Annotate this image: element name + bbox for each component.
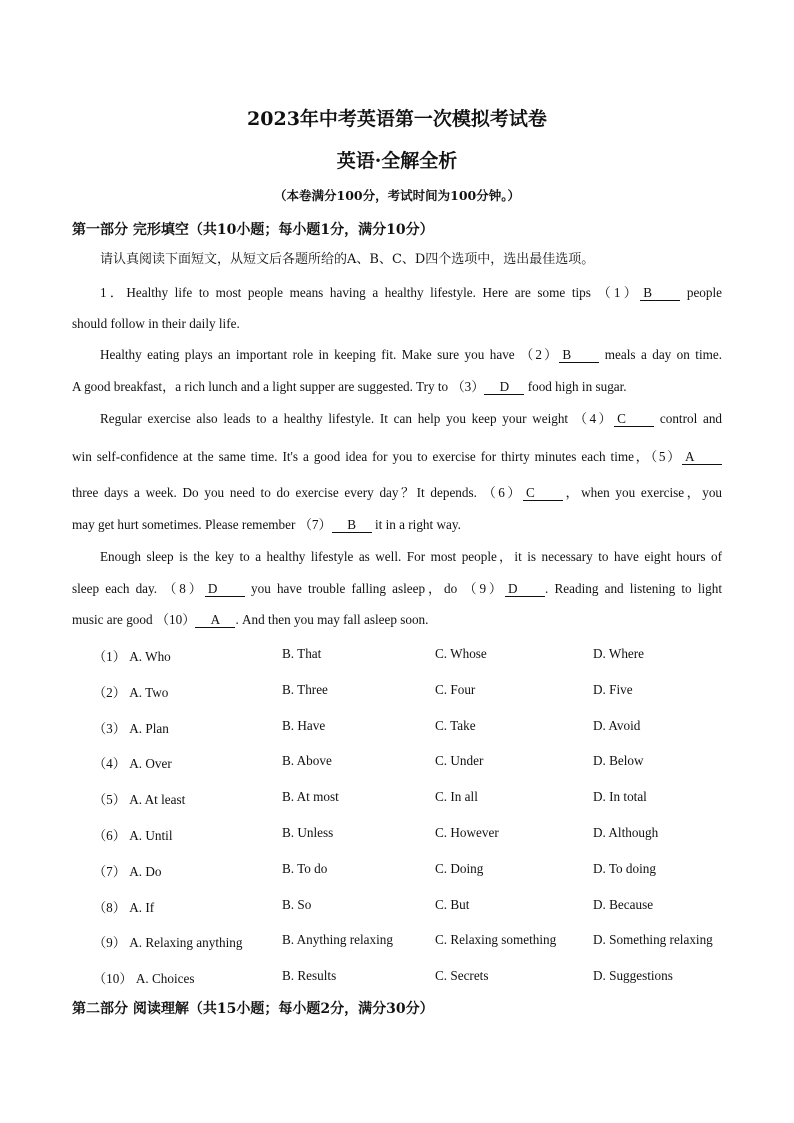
option-row: （4） A. Over B. Above C. Under D. Below xyxy=(93,753,644,771)
passage-line: win self-confidence at the same time. It's a good idea for you to exercise for thirty minutes each time，（5） A xyxy=(72,449,722,465)
answer-blank-1: B xyxy=(640,286,680,301)
part1-instruction: 请认真阅读下面短文，从短文后各题所给的A、B、C、D四个选项中，选出最佳选项。 xyxy=(100,252,595,267)
exam-subtitle: 英语·全解全析 xyxy=(336,150,458,172)
answer-blank-8: D xyxy=(205,582,245,597)
answer-blank-9: D xyxy=(505,582,545,597)
option-row: （10） A. Choices B. Results C. Secrets D. Suggestions xyxy=(93,968,673,986)
answer-blank-7: B xyxy=(332,518,372,533)
passage-line: Regular exercise also leads to a healthy lifestyle. It can help you keep your weight （4） C control and xyxy=(100,411,723,426)
exam-note: （本卷满分100分，考试时间为100分钟。） xyxy=(274,188,520,203)
passage-line: A good breakfast，a rich lunch and a light supper are suggested. Try to （3） D food high in sugar. xyxy=(72,379,627,394)
option-row: （5） A. At least B. At most C. In all D. In total xyxy=(93,789,647,807)
passage-line: 1．Healthy life to most people means having a healthy lifestyle. Here are some tips （1） B people xyxy=(100,285,722,300)
answer-blank-3: D xyxy=(484,380,524,395)
answer-blank-6: C xyxy=(523,486,563,501)
answer-blank-4: C xyxy=(614,412,654,427)
option-row: （6） A. Until B. Unless C. However D. Although xyxy=(93,825,659,843)
passage-line: sleep each day. （8） D you have trouble falling asleep，do （9） D . Reading and listening to light xyxy=(72,581,723,596)
answer-blank-10: A xyxy=(195,613,235,628)
option-row: （3） A. Plan B. Have C. Take D. Avoid xyxy=(93,718,641,736)
option-row: （9） A. Relaxing anything B. Anything relaxing C. Relaxing something D. Something relaxing xyxy=(93,932,713,950)
passage-line: Healthy eating plays an important role in keeping fit. Make sure you have （2） B meals a day on time. xyxy=(100,347,723,362)
option-row: （2） A. Two B. Three C. Four D. Five xyxy=(93,682,633,700)
passage-line: Enough sleep is the key to a healthy lifestyle as well. For most people，it is necessary to have eight hours of xyxy=(100,549,722,564)
passage-line: may get hurt sometimes. Please remember （7） B it in a right way. xyxy=(72,517,461,532)
part1-heading: 第一部分 完形填空（共10小题；每小题1分，满分10分） xyxy=(72,222,434,238)
passage-line: should follow in their daily life. xyxy=(72,316,240,331)
answer-blank-2: B xyxy=(559,348,599,363)
answer-blank-5: A xyxy=(682,450,722,465)
part2-heading: 第二部分 阅读理解（共15小题；每小题2分，满分30分） xyxy=(72,1001,434,1017)
exam-title: 2023年中考英语第一次模拟考试卷 xyxy=(247,108,547,130)
option-row: （1） A. Who B. That C. Whose D. Where xyxy=(93,646,645,664)
option-row: （8） A. If B. So C. But D. Because xyxy=(93,897,654,915)
passage-line: music are good （10） A . And then you may fall asleep soon. xyxy=(72,612,429,627)
option-row: （7） A. Do B. To do C. Doing D. To doing xyxy=(93,861,656,879)
passage-line: three days a week. Do you need to do exercise every day？It depends. （6） C ，when you exercise，you xyxy=(72,485,723,500)
